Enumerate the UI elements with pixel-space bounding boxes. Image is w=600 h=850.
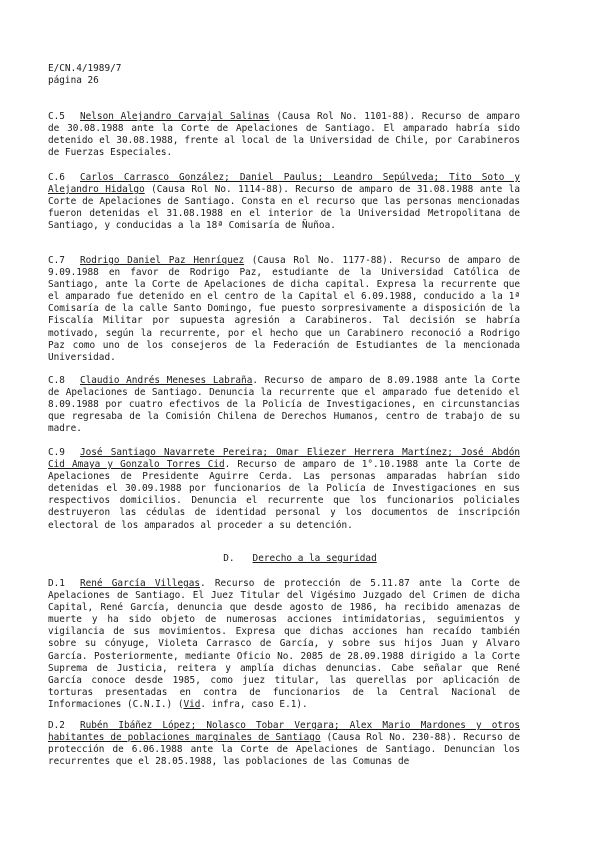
entry-text: (Causa Rol No. 1101-88). Recurso de amparo de 30.08.1988 ante la Corte de Apelaciones de Santiago. El amparado habría sido detenido el 30.08.1988, frente al local de la Universidad de Chile, por Carabineros de Fuerzas Especiales. [48,111,521,159]
entry-number: D.1 [48,578,65,589]
entry-d1 [48,578,520,711]
entry-name: Rubén Ibáñez López; Nolasco Tobar Vergara; Alex Mario Mardones y otros habitantes de poblaciones marginales de Santiago [48,720,520,744]
entry-c6 [48,172,520,232]
entry-number: D.2 [48,720,65,731]
section-heading [0,553,600,565]
entry-number: C.7 [48,255,65,266]
entry-c8 [48,375,520,435]
page-number: página 26 [48,75,99,87]
entry-text: (Causa Rol No. 1114-88). Recurso de amparo de 31.08.1988 ante la Corte de Apelaciones de Santiago. Consta en el recurso que las personas mencionadas fueron detenidas el 31.08.1988 en el interior de la Universidad Metropolitana de Santiago, y conducidas a la 18ª Comisaría de Ñuñoa. [48,184,521,232]
section-title: Derecho a la seguridad [252,553,377,564]
entry-name: Carlos Carrasco González; Daniel Paulus; Leandro Sepúlveda; Tito Soto y Alejandro Hidalgo [48,172,520,196]
entry-text: . Recurso de amparo de 8.09.1988 ante la Corte de Apelaciones de Santiago. Denuncia la recurrente que el amparado fue detenido el 8.09.1988 por cuatro efectivos de la Policía de Investigaciones, en circunstancias que regresaba de la Comisión Chilena de Derechos Humanos, centro de trabajo de su madre. [48,375,521,435]
document-code: E/CN.4/1989/7 [48,63,122,74]
entry-text: (Causa Rol No. 230-88). Recurso de protección de 6.06.1988 ante la Corte de Apelaciones de Santiago. Denuncian los recurrentes que el 28.05.1988, las poblaciones de las Comunas de [48,732,520,768]
entry-c7 [48,255,520,364]
section-letter: D. [223,553,235,564]
entry-name: René García Villegas [80,578,201,589]
entry-name: Claudio Andrés Meneses Labraña [80,375,253,386]
entry-number: C.6 [48,172,65,183]
entry-c9 [48,447,520,532]
page-header [48,63,121,87]
entry-text: . Recurso de amparo de 1°.10.1988 ante la Corte de Apelaciones de Presidente Aguirre Cerda. Las personas amparadas habrían sido detenidas el 30.09.1988 por funcionarios de la Policía de Investigaciones en sus respectivos domicilios. Denuncia el recurrente que los funcionarios policiales destruyeron las cédulas de identidad personal y los documentos de inscripción electoral de los amparados al proceder a su detención. [48,459,521,531]
entry-text-end: . infra, caso E.1). [200,698,308,710]
entry-d2 [48,720,520,768]
entry-name: José Santiago Navarrete Pereira; Omar Eliezer Herrera Martínez; José Abdón Cid Amaya y Gonzalo Torres Cid [48,447,520,471]
entry-number: C.5 [48,111,65,122]
entry-text: . Recurso de protección de 5.11.87 ante la Corte de Apelaciones de Santiago. El Juez Titular del Vigésimo Juzgado del Crimen de dicha Capital, René García, denuncia que desde agosto de 1986, ha recibido amenazas de muerte y ha sido objeto de numerosas acciones intimidatorias, seguimientos y vigilancia de sus movimientos. Expresa que dichas acciones han recaído también sobre su cónyuge, Violeta Carrasco de García, y sobre sus hijos Juan y Alvaro García. Posteriormente, mediante Oficio No. 2085 de 28.09.1988 dirigido a la Corte Suprema de Justicia, reitera y amplía dichas denuncias. Cabe señalar que René García conoce desde 1985, como juez titular, las querellas por aplicación de torturas presentadas en contra de funcionarios de la Central Nacional de Informaciones (C.N.I.) ( [48,578,521,710]
entry-number: C.9 [48,447,65,458]
entry-name: Rodrigo Daniel Paz Henríquez [80,255,245,266]
entry-reference: Vid [183,698,201,710]
entry-text: (Causa Rol No. 1177-88). Recurso de amparo de 9.09.1988 en favor de Rodrigo Paz, estudiante de la Universidad Católica de Santiago, ante la Corte de Apelaciones de dicha capital. Expresa la recurrente que el amparado fue detenido en el centro de la Capital el 6.09.1988, conducido a la 1ª Comisaría de la calle Santo Domingo, fue puesto sorpresivamente a disposición de la Fiscalía Militar por supuesta agresión a Carabineros. Tal decisión se habría motivado, según la recurrente, por el hecho que un Carabinero reconoció a Rodrigo Paz como uno de los consejeros de la Federación de Estudiantes de la mencionada Universidad. [48,255,520,363]
entry-c5 [48,111,520,159]
entry-number: C.8 [48,375,65,386]
entry-name: Nelson Alejandro Carvajal Salinas [80,111,270,122]
